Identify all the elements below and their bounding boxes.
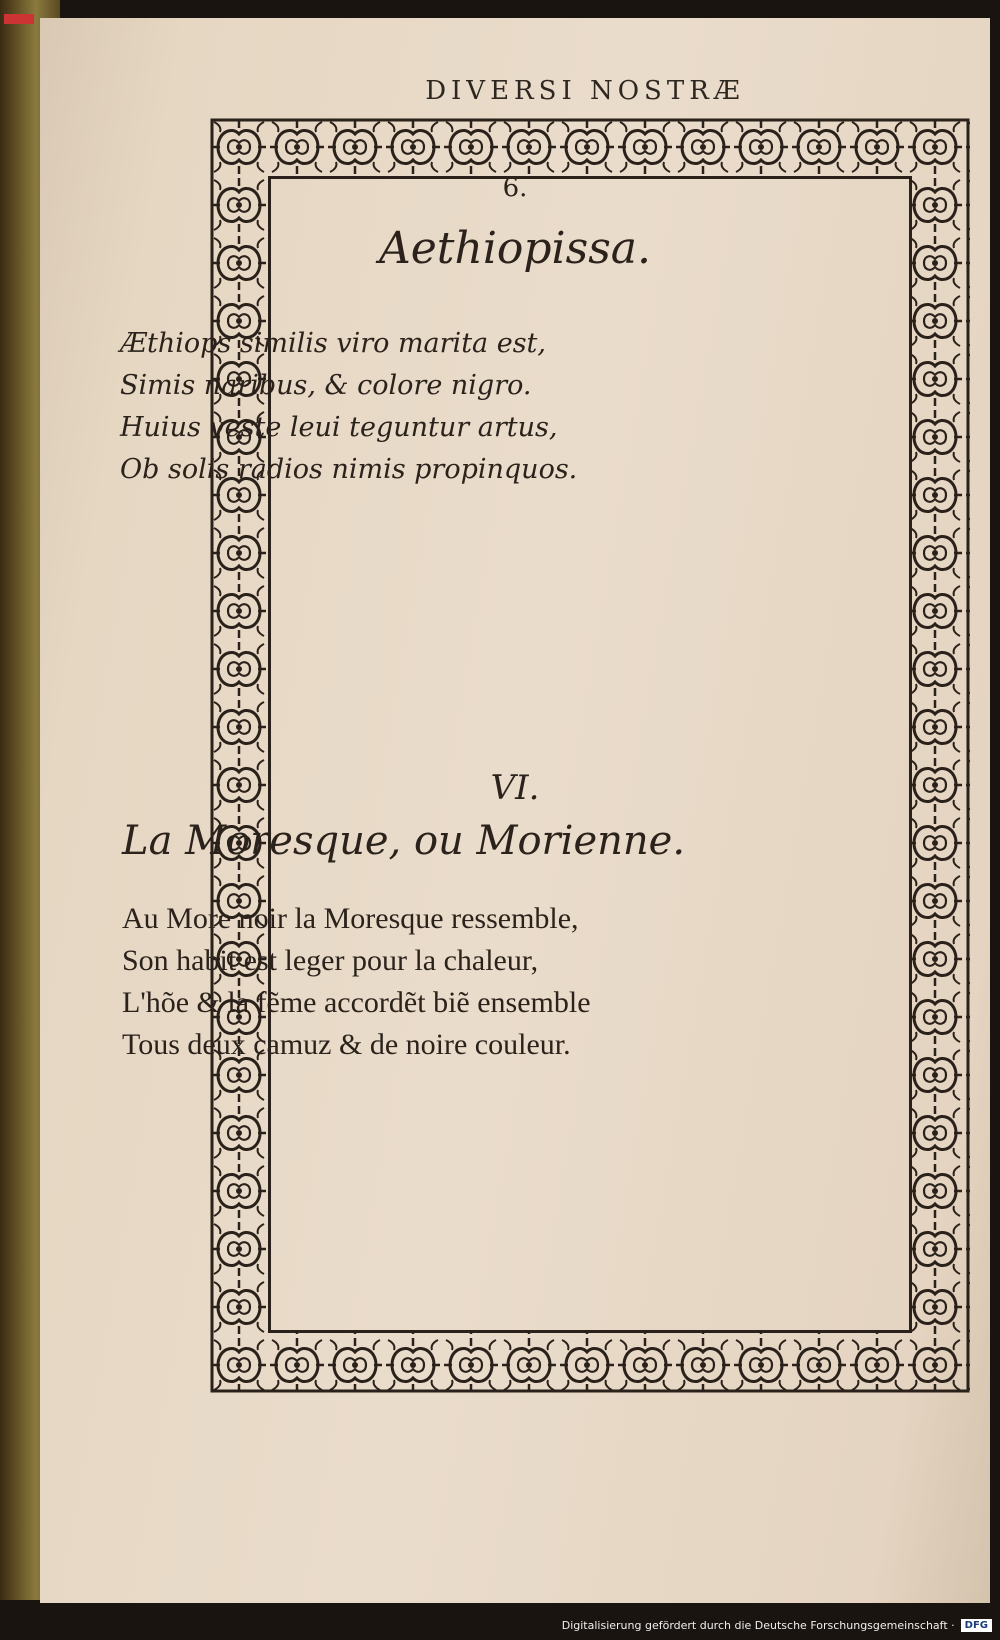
verse-line: Son habit est leger pour la chaleur, <box>122 944 539 977</box>
latin-verse <box>120 323 577 491</box>
roman-numeral: VI. <box>490 768 540 808</box>
latin-title: Aethiopissa. <box>378 223 651 274</box>
credit-text: Digitalisierung gefördert durch die Deutsche Forschungsgemeinschaft · <box>561 1619 955 1632</box>
dfg-logo-icon: DFG <box>961 1619 992 1632</box>
verse-line: Ob solis radios nimis propinquos. <box>120 454 578 485</box>
verse-line: Tous deux camuz & de noire couleur. <box>122 1028 571 1061</box>
plate-number: 6. <box>502 173 528 203</box>
verse-line: Huius veste leui teguntur artus, <box>120 412 558 443</box>
scan-marker <box>4 14 34 24</box>
verse-line: Au More noir la Moresque ressemble, <box>122 902 579 935</box>
verse-line: Simis naribus, & colore nigro. <box>120 370 532 401</box>
digitization-credit <box>562 1619 992 1632</box>
running-head: DIVERSI NOSTRÆ <box>425 76 745 106</box>
french-verse <box>122 898 591 1066</box>
book-page <box>40 18 990 1603</box>
page-text <box>40 18 990 1603</box>
verse-line: Æthiops similis viro marita est, <box>120 328 546 359</box>
verse-line: L'hõe & la fẽme accordẽt biẽ ensemble <box>122 986 591 1019</box>
french-title: La Moresque, ou Morienne. <box>122 818 686 864</box>
